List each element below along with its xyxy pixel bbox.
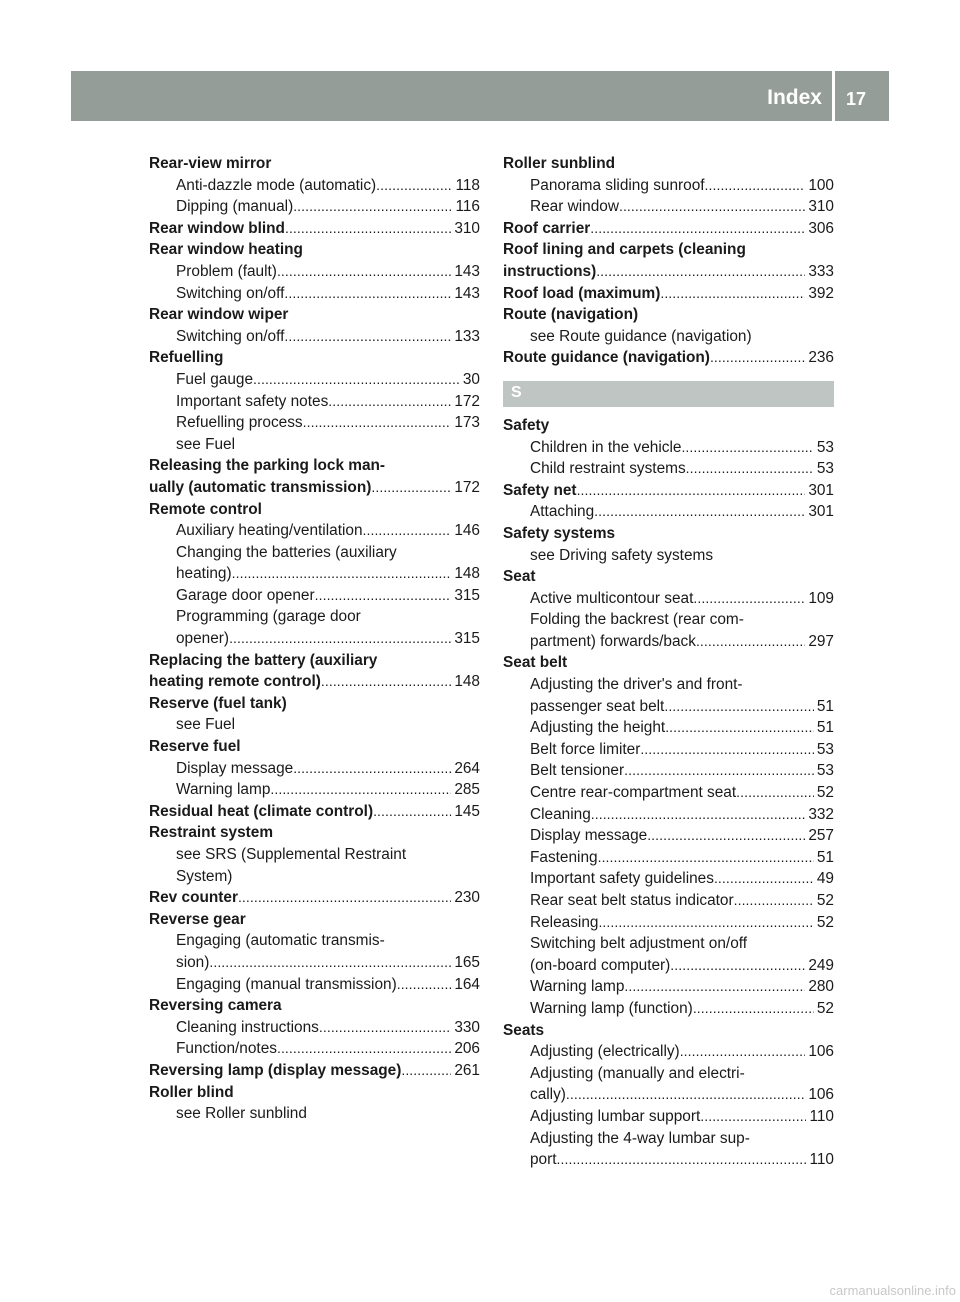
- entry-text: Reversing lamp (display message): [149, 1061, 402, 1079]
- index-subentry[interactable]: [503, 1149, 834, 1171]
- entry-text: Reserve fuel: [149, 738, 241, 756]
- index-subentry[interactable]: [503, 501, 834, 523]
- page-reference[interactable]: 133: [454, 327, 480, 345]
- index-subentry: [503, 609, 834, 631]
- index-entry: [149, 693, 480, 715]
- entry-text: see Route guidance (navigation): [530, 327, 752, 345]
- index-entry: [149, 909, 480, 931]
- entry-text: Rear window wiper: [149, 306, 289, 324]
- entry-text: Switching belt adjustment on/off: [530, 935, 748, 953]
- dot-leader: [700, 1106, 806, 1128]
- dot-leader: [238, 887, 451, 909]
- index-subentry[interactable]: [503, 1041, 834, 1063]
- dot-leader: [376, 175, 452, 197]
- index-entry: [149, 736, 480, 758]
- page-reference[interactable]: 49: [816, 870, 834, 888]
- page-reference[interactable]: 110: [809, 1151, 834, 1169]
- index-entry: [503, 304, 834, 326]
- index-subentry[interactable]: [149, 952, 480, 974]
- index-entry: [149, 455, 480, 477]
- page-reference[interactable]: 330: [454, 1018, 480, 1036]
- dot-leader: [557, 1149, 807, 1171]
- index-entry: [503, 1020, 834, 1042]
- entry-text: Changing the batteries (auxiliary: [176, 543, 397, 561]
- index-subentry[interactable]: [149, 391, 480, 413]
- entry-text: (on-board computer): [530, 956, 671, 974]
- index-subentry: [503, 326, 834, 348]
- index-subentry: [503, 674, 834, 696]
- entry-text: see Roller sunblind: [176, 1105, 307, 1123]
- dot-leader: [619, 196, 805, 218]
- entry-text: Adjusting the height: [530, 719, 666, 737]
- page-reference[interactable]: 173: [454, 414, 480, 432]
- entry-text: see Driving safety systems: [530, 546, 714, 564]
- index-subentry[interactable]: [503, 1084, 834, 1106]
- index-entry: [503, 523, 834, 545]
- dot-leader: [693, 998, 814, 1020]
- entry-text: port: [530, 1151, 557, 1169]
- entry-text: Roof carrier: [503, 219, 591, 237]
- dot-leader: [736, 782, 814, 804]
- entry-text: see Fuel: [176, 716, 236, 734]
- dot-leader: [714, 868, 814, 890]
- entry-text: Warning lamp (function): [530, 999, 693, 1017]
- entry-text: Fuel gauge: [176, 370, 254, 388]
- page-reference[interactable]: 51: [816, 719, 834, 737]
- index-entry: [149, 499, 480, 521]
- entry-text: Roof lining and carpets (cleaning: [503, 241, 746, 259]
- index-subentry[interactable]: [503, 825, 834, 847]
- page-reference[interactable]: 206: [454, 1040, 480, 1058]
- entry-text: Engaging (manual transmission): [176, 975, 397, 993]
- entry-text: Belt tensioner: [530, 762, 625, 780]
- page-reference[interactable]: 315: [454, 586, 480, 604]
- dot-leader: [590, 218, 805, 240]
- entry-text: heating remote control): [149, 673, 321, 691]
- index-subentry: [503, 545, 834, 567]
- index-subentry[interactable]: [149, 369, 480, 391]
- watermark: carmanualsonline.info: [829, 1283, 956, 1298]
- entry-text: Switching on/off: [176, 327, 285, 345]
- dot-leader: [624, 976, 805, 998]
- index-entry: [503, 415, 834, 437]
- entry-text: cally): [530, 1086, 566, 1104]
- page-reference[interactable]: 301: [808, 503, 834, 521]
- entry-text: Switching on/off: [176, 284, 285, 302]
- dot-leader: [232, 563, 452, 585]
- entry-text: Reversing camera: [149, 997, 282, 1015]
- entry-text: Cleaning: [530, 805, 591, 823]
- index-subentry[interactable]: [149, 563, 480, 585]
- index-subentry[interactable]: [503, 696, 834, 718]
- dot-leader: [647, 825, 805, 847]
- dot-leader: [397, 974, 452, 996]
- dot-leader: [303, 412, 452, 434]
- index-subentry: [503, 933, 834, 955]
- page-reference[interactable]: 116: [455, 198, 480, 216]
- entry-text: Adjusting the 4-way lumbar sup-: [530, 1129, 750, 1147]
- entry-text: Rear window heating: [149, 241, 303, 259]
- entry-text: Anti-dazzle mode (automatic): [176, 176, 377, 194]
- entry-text: Warning lamp: [530, 978, 625, 996]
- dot-leader: [598, 847, 814, 869]
- page-reference[interactable]: 285: [454, 781, 480, 799]
- entry-text: Releasing: [530, 913, 599, 931]
- entry-text: Folding the backrest (rear com-: [530, 611, 744, 629]
- entry-text: Warning lamp: [176, 781, 271, 799]
- entry-text: Route guidance (navigation): [503, 349, 710, 367]
- entry-text: System): [176, 867, 233, 885]
- dot-leader: [596, 261, 805, 283]
- dot-leader: [693, 588, 805, 610]
- dot-leader: [664, 696, 814, 718]
- entry-text: Seat: [503, 568, 536, 586]
- dot-leader: [319, 1017, 451, 1039]
- entry-text: Adjusting (electrically): [530, 1043, 680, 1061]
- page-reference[interactable]: 236: [808, 349, 834, 367]
- dot-leader: [640, 739, 814, 761]
- index-entry[interactable]: [149, 801, 480, 823]
- entry-text: Route (navigation): [503, 306, 639, 324]
- index-entry: [149, 239, 480, 261]
- index-subentry[interactable]: [149, 585, 480, 607]
- index-subentry[interactable]: [503, 760, 834, 782]
- entry-text: instructions): [503, 262, 597, 280]
- index-subentry[interactable]: [149, 175, 480, 197]
- index-entry[interactable]: [149, 887, 480, 909]
- entry-text: Rev counter: [149, 889, 238, 907]
- dot-leader: [328, 391, 451, 413]
- page-reference[interactable]: 301: [808, 481, 834, 499]
- entry-text: Seats: [503, 1021, 545, 1039]
- entry-text: Rear seat belt status indicator: [530, 892, 734, 909]
- entry-text: ually (automatic transmission): [149, 478, 372, 496]
- page-reference[interactable]: 230: [454, 889, 480, 907]
- dot-leader: [293, 758, 451, 780]
- page-reference[interactable]: 310: [454, 219, 480, 237]
- entry-text: Remote control: [149, 500, 262, 518]
- page-reference[interactable]: 249: [808, 956, 834, 974]
- entry-text: Cleaning instructions: [176, 1018, 319, 1036]
- dot-leader: [321, 671, 451, 693]
- page-reference[interactable]: 100: [808, 176, 834, 194]
- page-reference[interactable]: 51: [816, 697, 834, 715]
- page-number: 17: [846, 89, 867, 109]
- entry-text: Seat belt: [503, 654, 568, 672]
- entry-text: Rear window blind: [149, 219, 285, 237]
- dot-leader: [284, 283, 451, 305]
- page-reference[interactable]: 172: [454, 392, 480, 410]
- dot-leader: [209, 952, 451, 974]
- entry-text: Active multicontour seat: [530, 589, 694, 607]
- entry-text: Releasing the parking lock man-: [149, 457, 386, 475]
- section-letter: S: [511, 383, 522, 401]
- index-entry[interactable]: [149, 671, 480, 693]
- page-reference[interactable]: 261: [454, 1061, 480, 1079]
- index-subentry[interactable]: [149, 974, 480, 996]
- page-reference[interactable]: 264: [454, 759, 480, 777]
- dot-leader: [277, 261, 451, 283]
- page-reference[interactable]: 110: [809, 1107, 834, 1125]
- index-subentry[interactable]: [503, 804, 834, 826]
- index-subentry: [149, 542, 480, 564]
- dot-leader: [680, 1041, 806, 1063]
- entry-text: Safety net: [503, 481, 577, 499]
- dot-leader: [734, 890, 814, 912]
- index-entry: [149, 995, 480, 1017]
- page-reference[interactable]: 106: [808, 1086, 834, 1104]
- index-entry: [149, 650, 480, 672]
- entry-text: sion): [176, 953, 210, 971]
- entry-text: Safety: [503, 416, 550, 434]
- page-reference[interactable]: 333: [808, 262, 834, 280]
- dot-leader: [696, 631, 805, 653]
- page-reference[interactable]: 52: [816, 913, 834, 931]
- index-subentry: [149, 714, 480, 736]
- dot-leader: [293, 196, 452, 218]
- page-reference[interactable]: 52: [816, 784, 834, 802]
- page-reference[interactable]: 109: [808, 589, 834, 607]
- page-reference[interactable]: 53: [816, 438, 834, 456]
- header-separator: [832, 71, 835, 121]
- entry-text: Engaging (automatic transmis-: [176, 932, 385, 950]
- index-entry[interactable]: [149, 218, 480, 240]
- entry-text: Panorama sliding sunroof: [530, 176, 705, 194]
- index-subentry[interactable]: [503, 847, 834, 869]
- dot-leader: [285, 218, 451, 240]
- entry-text: Auxiliary heating/ventilation: [176, 522, 363, 540]
- index-entry[interactable]: [503, 283, 834, 305]
- index-subentry[interactable]: [149, 412, 480, 434]
- index-entry[interactable]: [149, 1060, 480, 1082]
- entry-text: opener): [176, 630, 230, 648]
- page-reference[interactable]: 52: [816, 892, 834, 909]
- index-entry: [503, 153, 834, 175]
- index-subentry[interactable]: [503, 912, 834, 934]
- page-reference[interactable]: 148: [454, 565, 480, 583]
- entry-text: Reserve (fuel tank): [149, 694, 287, 712]
- index-entry: [149, 1082, 480, 1104]
- entry-text: Display message: [530, 827, 648, 845]
- index-entry: [503, 652, 834, 674]
- page-reference[interactable]: 257: [808, 827, 834, 845]
- entry-text: Roof load (maximum): [503, 284, 661, 302]
- index-entry: [149, 304, 480, 326]
- page-reference[interactable]: 118: [455, 176, 480, 194]
- index-subentry[interactable]: [149, 196, 480, 218]
- dot-leader: [270, 779, 451, 801]
- page-reference[interactable]: 51: [816, 848, 834, 866]
- dot-leader: [594, 501, 805, 523]
- index-subentry: [149, 930, 480, 952]
- index-entry[interactable]: [503, 347, 834, 369]
- entry-text: heating): [176, 565, 232, 583]
- index-subentry[interactable]: [503, 868, 834, 890]
- entry-text: passenger seat belt: [530, 697, 665, 715]
- page-reference[interactable]: 332: [808, 805, 834, 823]
- entry-text: Replacing the battery (auxiliary: [149, 651, 378, 669]
- dot-leader: [229, 628, 451, 650]
- page-reference[interactable]: 315: [454, 630, 480, 648]
- page-reference[interactable]: 164: [454, 975, 480, 993]
- page-reference[interactable]: 53: [816, 762, 834, 780]
- index-subentry[interactable]: [149, 779, 480, 801]
- index-subentry: [149, 606, 480, 628]
- index-subentry[interactable]: [149, 628, 480, 650]
- index-entry: [149, 347, 480, 369]
- page-reference[interactable]: 53: [816, 740, 834, 758]
- section-header: [503, 381, 834, 407]
- dot-leader: [591, 804, 806, 826]
- entry-text: Fastening: [530, 848, 598, 866]
- dot-leader: [401, 1060, 451, 1082]
- index-column-left: [149, 153, 480, 1125]
- index-subentry[interactable]: [149, 261, 480, 283]
- index-subentry[interactable]: [503, 717, 834, 739]
- index-subentry[interactable]: [503, 976, 834, 998]
- entry-text: Child restraint systems: [530, 460, 686, 478]
- page-reference[interactable]: 165: [454, 953, 480, 971]
- header-title: Index: [767, 86, 822, 109]
- index-subentry[interactable]: [503, 955, 834, 977]
- page-reference[interactable]: 53: [816, 460, 834, 478]
- dot-leader: [598, 912, 813, 934]
- index-subentry[interactable]: [503, 1106, 834, 1128]
- entry-text: Adjusting lumbar support: [530, 1107, 701, 1125]
- dot-leader: [373, 801, 451, 823]
- index-subentry[interactable]: [503, 588, 834, 610]
- entry-text: Important safety notes: [176, 392, 329, 410]
- index-entry[interactable]: [149, 477, 480, 499]
- index-subentry[interactable]: [503, 458, 834, 480]
- entry-text: Roller sunblind: [503, 155, 616, 172]
- entry-text: Refuelling process: [176, 414, 303, 432]
- index-entry[interactable]: [503, 218, 834, 240]
- entry-text: Function/notes: [176, 1040, 277, 1058]
- entry-text: see Fuel: [176, 435, 236, 453]
- index-subentry[interactable]: [503, 890, 834, 912]
- dot-leader: [577, 480, 806, 502]
- page-reference[interactable]: 143: [454, 262, 480, 280]
- page-reference[interactable]: 106: [808, 1043, 834, 1061]
- index-subentry[interactable]: [149, 283, 480, 305]
- dot-leader: [371, 477, 451, 499]
- entry-text: Roller blind: [149, 1083, 234, 1101]
- page-reference[interactable]: 30: [462, 370, 480, 388]
- page-reference[interactable]: 143: [454, 284, 480, 302]
- page-reference[interactable]: 392: [808, 284, 834, 302]
- page-reference[interactable]: 310: [808, 198, 834, 216]
- entry-text: Safety systems: [503, 524, 616, 542]
- dot-leader: [665, 717, 814, 739]
- index-subentry[interactable]: [503, 631, 834, 653]
- entry-text: Restraint system: [149, 824, 274, 842]
- index-subentry[interactable]: [149, 326, 480, 348]
- dot-leader: [315, 585, 452, 607]
- page-reference[interactable]: 172: [454, 478, 480, 496]
- page-reference[interactable]: 148: [454, 673, 480, 691]
- index-subentry[interactable]: [503, 196, 834, 218]
- index-subentry: [149, 866, 480, 888]
- entry-text: Belt force limiter: [530, 740, 641, 758]
- page-reference[interactable]: 52: [816, 999, 834, 1017]
- index-subentry: [503, 1128, 834, 1150]
- entry-text: Attaching: [530, 503, 595, 521]
- index-subentry[interactable]: [149, 1038, 480, 1060]
- entry-text: Problem (fault): [176, 262, 277, 280]
- page-reference[interactable]: 280: [808, 978, 834, 996]
- index-entry: [503, 566, 834, 588]
- index-subentry[interactable]: [149, 520, 480, 542]
- index-entry: [149, 153, 480, 175]
- entry-text: Rear-view mirror: [149, 155, 272, 172]
- dot-leader: [710, 347, 805, 369]
- entry-text: Rear window: [530, 198, 619, 216]
- dot-leader: [670, 955, 805, 977]
- entry-text: Centre rear-compartment seat: [530, 784, 737, 802]
- dot-leader: [277, 1038, 451, 1060]
- entry-text: Programming (garage door: [176, 608, 361, 626]
- dot-leader: [363, 520, 452, 542]
- page-reference[interactable]: 145: [454, 802, 480, 820]
- entry-text: Adjusting the driver's and front-: [530, 676, 743, 694]
- index-subentry: [149, 434, 480, 456]
- index-entry[interactable]: [503, 261, 834, 283]
- dot-leader: [681, 437, 813, 459]
- entry-text: Dipping (manual): [176, 198, 294, 216]
- index-subentry[interactable]: [503, 437, 834, 459]
- page-reference[interactable]: 146: [454, 522, 480, 540]
- index-subentry: [149, 1103, 480, 1125]
- dot-leader: [566, 1084, 805, 1106]
- dot-leader: [660, 283, 805, 305]
- dot-leader: [253, 369, 460, 391]
- entry-text: Garage door opener: [176, 586, 315, 604]
- index-subentry[interactable]: [149, 758, 480, 780]
- page-reference[interactable]: 297: [808, 632, 834, 650]
- dot-leader: [284, 326, 451, 348]
- dot-leader: [686, 458, 814, 480]
- index-subentry: [503, 1063, 834, 1085]
- dot-leader: [624, 760, 814, 782]
- index-subentry: [149, 844, 480, 866]
- index-subentry[interactable]: [503, 782, 834, 804]
- dot-leader: [705, 175, 806, 197]
- entry-text: Display message: [176, 759, 294, 777]
- entry-text: Children in the vehicle: [530, 438, 682, 456]
- entry-text: Adjusting (manually and electri-: [530, 1064, 745, 1082]
- entry-text: see SRS (Supplemental Restraint: [176, 846, 407, 863]
- page-reference[interactable]: 306: [808, 219, 834, 237]
- index-entry[interactable]: [503, 480, 834, 502]
- index-entry: [503, 239, 834, 261]
- index-entry: [149, 822, 480, 844]
- entry-text: partment) forwards/back: [530, 632, 696, 650]
- index-subentry[interactable]: [503, 739, 834, 761]
- index-subentry[interactable]: [503, 175, 834, 197]
- index-subentry[interactable]: [503, 998, 834, 1020]
- entry-text: Residual heat (climate control): [149, 802, 374, 820]
- entry-text: Reverse gear: [149, 910, 246, 928]
- entry-text: Refuelling: [149, 349, 224, 367]
- index-column-right: [503, 153, 834, 1171]
- entry-text: Important safety guidelines: [530, 870, 714, 888]
- index-subentry[interactable]: [149, 1017, 480, 1039]
